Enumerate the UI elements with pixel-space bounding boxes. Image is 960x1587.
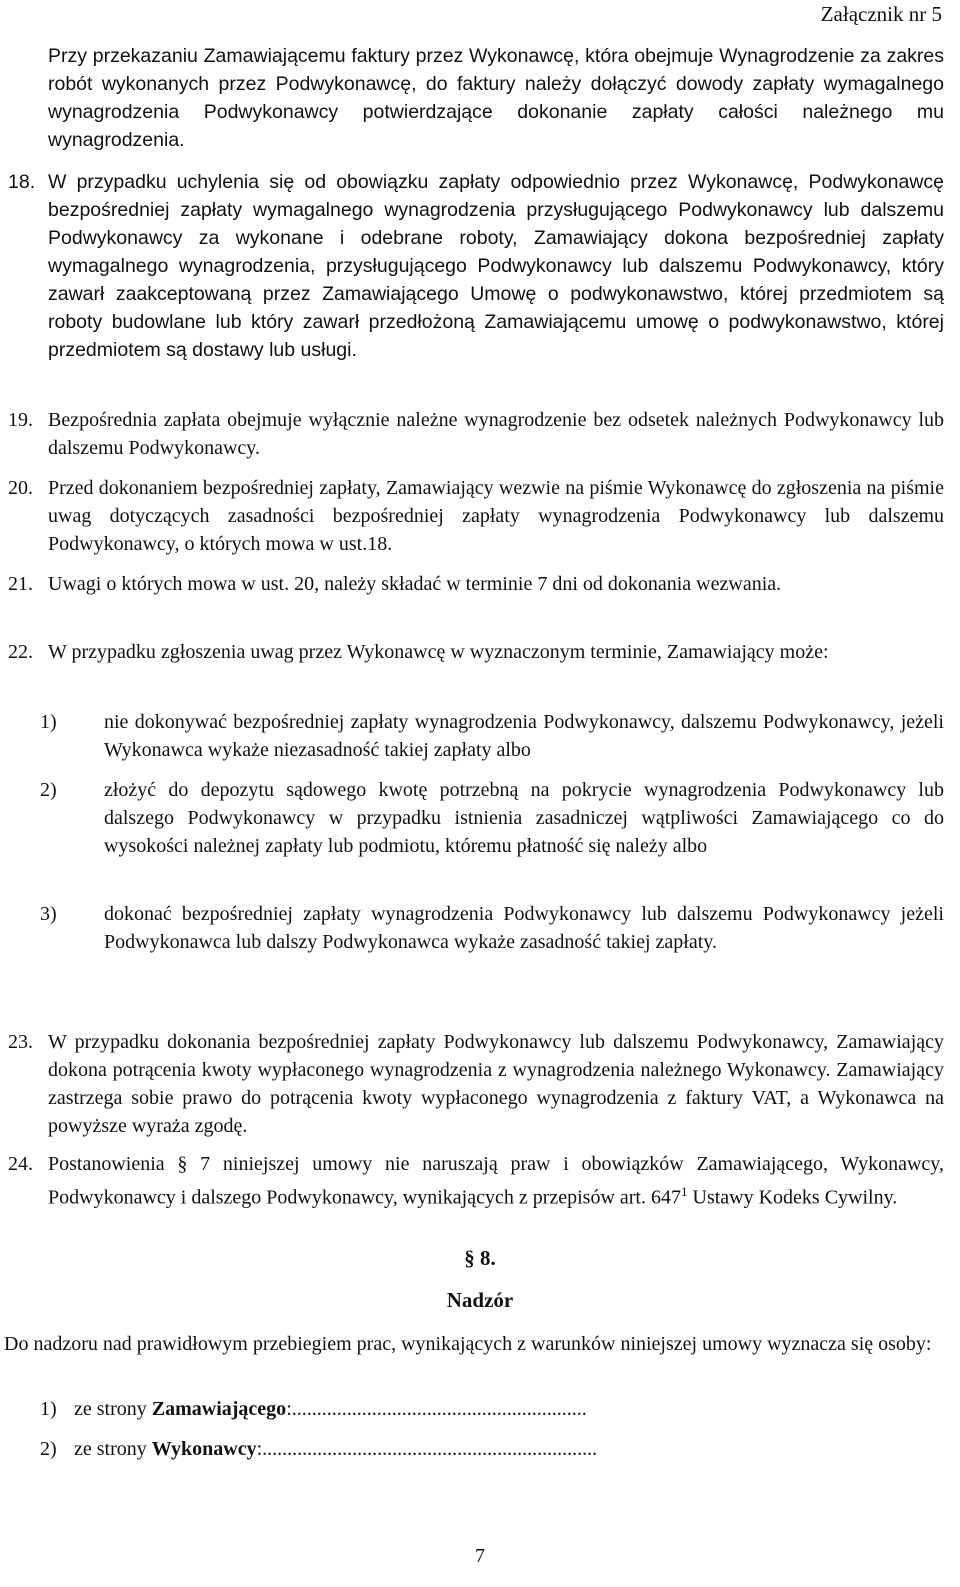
sub-text: złożyć do depozytu sądowego kwotę potrzebną na pokrycie wynagrodzenia Podwykonawcy lub dalszego Podwykonawcy w przypadku istnienia zasadniczej wątpliwości Zamawiającego co do wysokości należnej zapłaty lub podmiotu, któremu płatność się należy albo [104,779,944,857]
item-number: 20. [8,477,33,499]
item-24-text-b: Ustawy Kodeks Cywilny. [687,1186,898,1209]
item-text: W przypadku dokonania bezpośredniej zapłaty Podwykonawcy lub dalszemu Podwykonawcy, Zamawiający dokona potrącenia kwoty wypłaconego wynagrodzenia z wynagrodzenia należnego Wykonawcy. Zamawiający zastrzega sobie prawo do potrącenia kwoty wypłaconego wynagrodzenia z faktury VAT, a Wykonawca na powyższe wyraża zgodę. [48,1031,944,1137]
item-number: 19. [8,409,33,431]
item-text: Uwagi o których mowa w ust. 20, należy składać w terminie 7 dni od dokonania wezwania. [48,573,782,595]
superscript: 1 [681,1184,688,1199]
item-22-sub-2 [40,776,944,860]
item-23 [8,1028,944,1140]
sub-text: dokonać bezpośredniej zapłaty wynagrodzenia Podwykonawcy lub dalszemu Podwykonawcy jeżeli Podwykonawca lub dalszy Podwykonawca wykaże zasadność takiej zapłaty. [104,903,944,953]
section-title: Nadzór [446,1288,514,1312]
person-blank: :........................................................... [286,1398,587,1420]
person-text [74,1398,940,1421]
item-number: 18. [8,171,36,193]
item-22 [8,638,944,666]
person-party: Wykonawcy [151,1438,257,1460]
supervision-person-2 [40,1438,940,1461]
item-18 [8,168,944,364]
item-21 [8,570,944,598]
item-24-text-a: Postanowienia § 7 niniejszej umowy nie naruszają praw i obowiązków Zamawiającego, Wykonawcy, Podwykonawcy i dalszego Podwykonawcy, wynikających z przepisów art. 647 [48,1153,944,1209]
item-20 [8,474,944,558]
item-number: 21. [8,573,33,595]
item-text: W przypadku uchylenia się od obowiązku zapłaty odpowiednio przez Wykonawcę, Podwykonawcę bezpośredniej zapłaty wymagalnego wynagrodzenia przysługującego Podwykonawcy lub dalszemu Podwykonawcy za wykonane i odebrane roboty, Zamawiający dokona bezpośredniej zapłaty wymagalnego wynagrodzenia, przysługującego Podwykonawcy lub dalszemu Podwykonawcy, który zawarł zaakceptowaną przez Zamawiającego Umowę o podwykonawstwo, której przedmiotem są roboty budowlane lub który zawarł przedłożoną Zamawiającemu umowę o podwykonawstwo, której przedmiotem są dostawy lub usługi. [48,171,944,361]
supervision-intro: Do nadzoru nad prawidłowym przebiegiem prac, wynikających z warunków niniejszej umowy wyznacza się osoby: [4,1333,932,1355]
item-22-sub-1 [40,708,944,764]
sub-number: 3) [40,903,57,925]
item-text: W przypadku zgłoszenia uwag przez Wykonawcę w wyznaczonym terminie, Zamawiający może: [48,641,829,663]
item-24 [8,1150,944,1212]
item-text: Przed dokonaniem bezpośredniej zapłaty, Zamawiający wezwie na piśmie Wykonawcę do zgłoszenia na piśmie uwag dotyczących zasadności bezpośredniej zapłaty wynagrodzenia Podwykonawcy lub dalszemu Podwykonawcy, o których mowa w ust.18. [48,477,944,555]
supervision-person-1 [40,1398,940,1421]
item-number: 24. [8,1153,33,1175]
item-number: 23. [8,1031,33,1053]
intro-paragraph: Przy przekazaniu Zamawiającemu faktury przez Wykonawcę, która obejmuje Wynagrodzenie za zakres robót wykonanych przez Podwykonawcę, do faktury należy dołączyć dowody zapłaty wymagalnego wynagrodzenia Podwykonawcy potwierdzające dokonanie zapłaty całości należnego mu wynagrodzenia. [48,45,944,151]
person-party: Zamawiającego [151,1398,287,1420]
item-number: 22. [8,641,33,663]
person-prefix: ze strony [74,1398,152,1420]
person-prefix: ze strony [74,1438,152,1460]
annex-label: Załącznik nr 5 [820,2,942,26]
item-22-sub-3 [40,900,944,956]
item-text [48,1150,944,1212]
sub-number: 2) [40,779,57,801]
section-number: § 8. [464,1246,496,1270]
person-text [74,1438,940,1461]
page-number: 7 [475,1545,485,1567]
sub-text: nie dokonywać bezpośredniej zapłaty wynagrodzenia Podwykonawcy, dalszemu Podwykonawcy, jeżeli Wykonawca wykaże niezasadność takiej zapłaty albo [104,711,944,761]
item-19 [8,406,944,462]
person-number: 2) [40,1438,57,1460]
person-blank: :................................................................... [256,1438,598,1460]
item-text: Bezpośrednia zapłata obejmuje wyłącznie należne wynagrodzenie bez odsetek należnych Podwykonawcy lub dalszemu Podwykonawcy. [48,409,944,459]
sub-number: 1) [40,711,57,733]
person-number: 1) [40,1398,57,1420]
